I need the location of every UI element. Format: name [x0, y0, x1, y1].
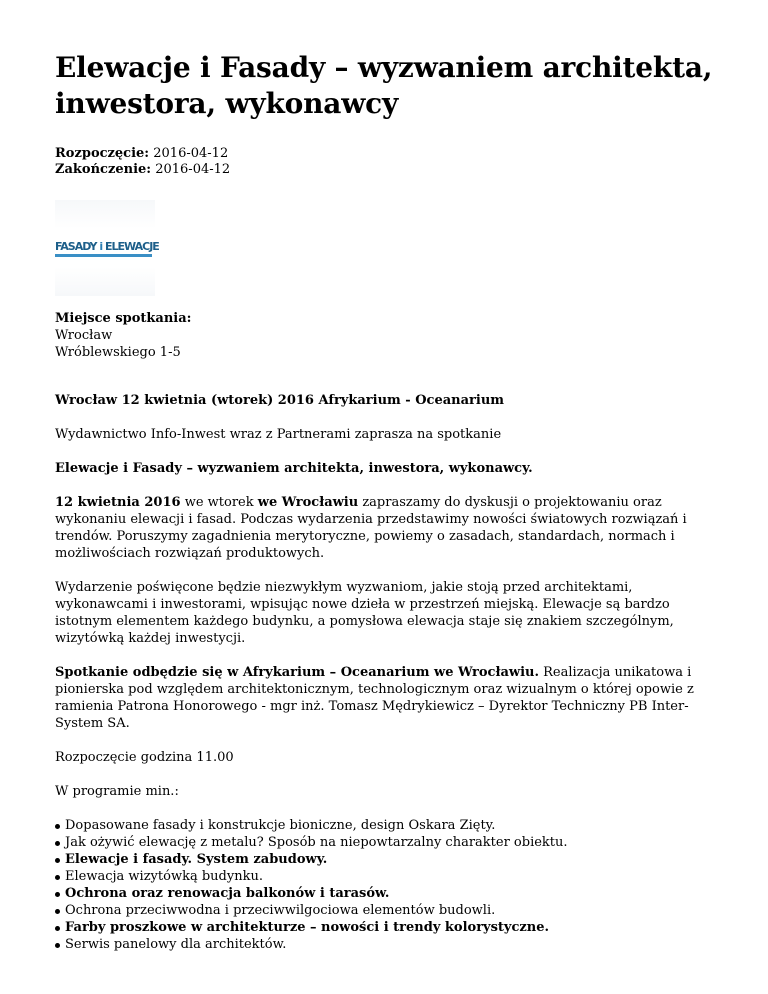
start-date-line: [55, 146, 715, 162]
list-item: Elewacja wizytówką budynku.: [55, 868, 715, 885]
event-headline: Wrocław 12 kwietnia (wtorek) 2016 Afrykarium - Oceanarium: [55, 393, 505, 408]
logo-text-right: ELEWACJE: [104, 240, 159, 253]
venue-text: Realizacja unikatowa i pionierska pod względem architektonicznym, technologicznym oraz wizualnym o której opowie z ramienia Patrona Honorowego - mgr inż. Tomasz Mędrykiewicz – Dyrektor Techniczny PB Inter-System SA.: [55, 665, 694, 731]
intro-text-2: zapraszamy do dyskusji o projektowaniu oraz wykonaniu elewacji i fasad. Podczas wydarzenia przedstawimy nowości światowych rozwiązań i trendów. Poruszymy zagadnienia merytoryczne, powiemy o zasadach, standardach, normach i możliwościach rozwiązań produktowych.: [55, 495, 687, 561]
place-street: Wróblewskiego 1-5: [55, 345, 181, 360]
event-logo: [55, 200, 159, 296]
intro-date: 12 kwietnia 2016: [55, 495, 181, 510]
program-heading: W programie min.:: [55, 784, 179, 799]
list-item: Farby proszkowe w architekturze – nowości i trendy kolorystyczne.: [55, 919, 715, 936]
venue-bold: Spotkanie odbędzie się w Afrykarium – Oceanarium we Wrocławiu.: [55, 665, 540, 680]
program-list: [55, 817, 715, 953]
list-item: Dopasowane fasady i konstrukcje bioniczne, design Oskara Zięty.: [55, 817, 715, 834]
logo-text-left: FASADY: [55, 240, 97, 253]
article-content: [55, 50, 715, 953]
place-label: Miejsce spotkania:: [55, 311, 192, 326]
intro-paragraph: [55, 494, 715, 562]
list-item: Ochrona oraz renowacja balkonów i tarasów.: [55, 885, 715, 902]
end-date-line: [55, 162, 715, 178]
list-item: Ochrona przeciwwodna i przeciwwilgociowa elementów budowli.: [55, 902, 715, 919]
intro-text-1: we wtorek: [180, 495, 258, 510]
meeting-place: [55, 310, 715, 361]
place-city: Wrocław: [55, 328, 113, 343]
list-item: Serwis panelowy dla architektów.: [55, 936, 715, 953]
end-label: Zakończenie:: [55, 162, 152, 177]
invitation-text: Wydawnictwo Info-Inwest wraz z Partnerami zaprasza na spotkanie: [55, 427, 502, 442]
logo-text-mid: i: [96, 240, 105, 253]
end-date: 2016-04-12: [155, 162, 231, 177]
list-item: Jak ożywić elewację z metalu? Sposób na niepowtarzalny charakter obiektu.: [55, 834, 715, 851]
list-item: Elewacje i fasady. System zabudowy.: [55, 851, 715, 868]
venue-paragraph: [55, 664, 715, 732]
start-date: 2016-04-12: [153, 146, 229, 161]
start-label: Rozpoczęcie:: [55, 146, 150, 161]
start-time: Rozpoczęcie godzina 11.00: [55, 750, 234, 765]
page-title: Elewacje i Fasady – wyzwaniem architekta, inwestora, wykonawcy: [55, 51, 713, 120]
event-description: Wydarzenie poświęcone będzie niezwykłym wyzwaniom, jakie stoją przed architektami, wykonawcami i inwestorami, wpisując nowe dzieła w przestrzeń miejską. Elewacje są bardzo istotnym elementem każdego budynku, a pomysłowa elewacja staje się znakiem szczególnym, wizytówką każdej inwestycji.: [55, 580, 674, 646]
logo-wordmark: [55, 240, 159, 253]
logo-underline: [55, 254, 152, 257]
intro-city: we Wrocławiu: [257, 495, 359, 510]
event-name: Elewacje i Fasady – wyzwaniem architekta, inwestora, wykonawcy.: [55, 461, 533, 476]
